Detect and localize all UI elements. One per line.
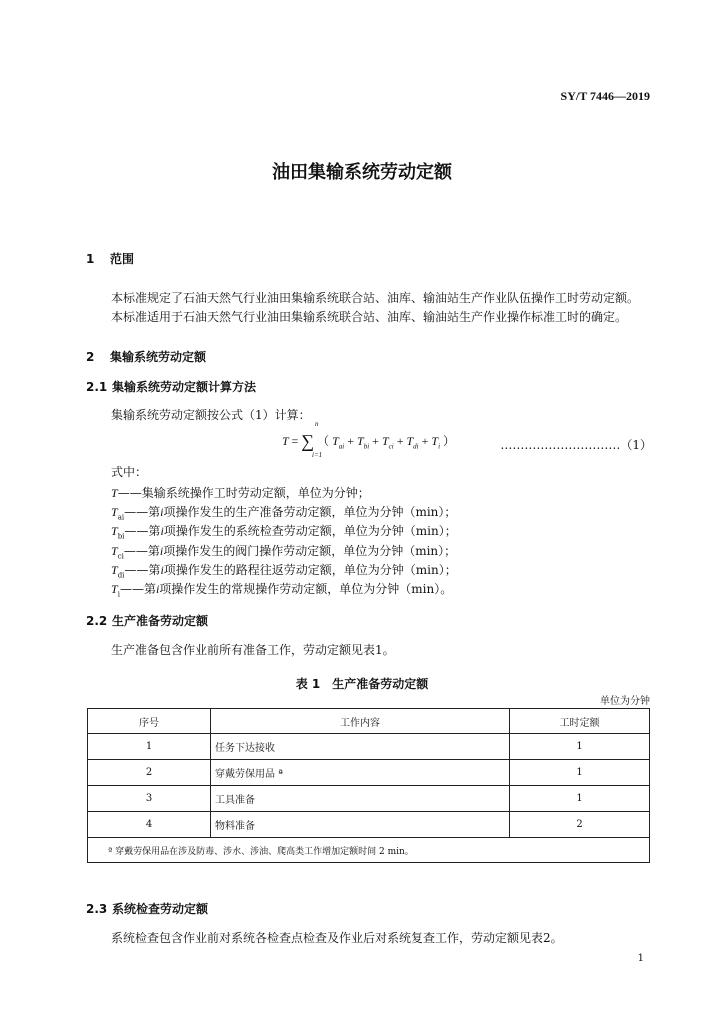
table-row — [88, 786, 650, 812]
term-tb: $T_{bi}$ — [357, 434, 370, 451]
table-row — [88, 812, 650, 838]
cell-quota: 1 — [510, 734, 650, 760]
cell-content: 任务下达接收 — [211, 734, 510, 760]
cell-quota: 1 — [510, 760, 650, 786]
section-2-2-paragraph: 生产准备包含作业前所有准备工作，劳动定额见表1。 — [111, 643, 395, 657]
where-label: 式中： — [111, 465, 148, 479]
cell-content: 工具准备 — [211, 786, 510, 812]
table-row — [88, 734, 650, 760]
formula-plus: + — [396, 434, 404, 448]
table-1-title: 表 1 生产准备劳动定额 — [295, 677, 429, 691]
section-2-heading — [86, 348, 206, 365]
cell-serial: 2 — [88, 760, 211, 786]
sum-upper-limit: n — [315, 420, 319, 428]
term-ti: $T_i$ — [431, 434, 441, 451]
section-number: 2.2 — [86, 614, 108, 628]
section-number: 1 — [86, 252, 95, 266]
term-td: $T_{di}$ — [406, 434, 419, 451]
sum-lower-limit: i=1 — [312, 451, 323, 459]
term-ta: $T_{ai}$ — [332, 434, 345, 451]
table-header-row — [88, 709, 650, 734]
term-tc: $T_{ci}$ — [381, 434, 394, 451]
production-preparation-table — [87, 708, 650, 863]
formula-lhs: T — [282, 434, 289, 448]
cell-quota: 1 — [510, 786, 650, 812]
cell-serial: 1 — [88, 734, 211, 760]
section-number: 2 — [86, 350, 95, 364]
cell-content: 物料准备 — [211, 812, 510, 838]
table-row — [88, 760, 650, 786]
definition-ti: $T_i——$第i项操作发生的常规操作劳动定额，单位为分钟（min）。 — [111, 582, 453, 599]
formula-open-paren: （ — [317, 434, 330, 448]
formula — [282, 420, 456, 459]
cell-quota: 2 — [510, 812, 650, 838]
formula-plus: + — [347, 434, 355, 448]
section-number: 2.3 — [86, 902, 108, 916]
section-title: 范围 — [110, 252, 135, 266]
section-title: 集输系统劳动定额 — [110, 350, 207, 364]
equation-reference: …………………………（1） — [500, 438, 652, 452]
formula-close-paren: ） — [443, 434, 456, 448]
section-2-1-heading — [86, 378, 256, 395]
definition-tai: $T_{ai}——$第i项操作发生的生产准备劳动定额，单位为分钟（min）； — [111, 505, 457, 522]
table-footnote-row — [88, 838, 650, 863]
table-footnote: ª 穿戴劳保用品在涉及防毒、涉水、涉油、爬高类工作增加定额时间 2 min。 — [88, 838, 650, 863]
cell-content: 穿戴劳保用品 ª — [211, 760, 510, 786]
standard-code: SY/T 7446—2019 — [560, 89, 650, 103]
section-number: 2.1 — [86, 380, 108, 394]
section-title: 集输系统劳动定额计算方法 — [112, 380, 257, 394]
document-title: 油田集输系统劳动定额 — [272, 162, 452, 183]
formula-equals: = — [291, 434, 299, 448]
page-number: 1 — [637, 953, 644, 964]
section-1-paragraph-2: 本标准适用于石油天然气行业油田集输系统联合站、油库、输油站生产作业操作标准工时的确定。 — [111, 310, 628, 324]
header-work-content: 工作内容 — [211, 709, 510, 734]
table-1-unit: 单位为分钟 — [600, 696, 650, 707]
section-2-2-heading — [86, 612, 208, 629]
header-serial-number: 序号 — [88, 709, 211, 734]
section-1-paragraph-1: 本标准规定了石油天然气行业油田集输系统联合站、油库、输油站生产作业队伍操作工时劳动定额。 — [111, 291, 640, 305]
section-1-heading — [86, 250, 134, 267]
section-title: 系统检查劳动定额 — [112, 902, 209, 916]
sigma-symbol: ∑ — [301, 431, 315, 451]
definition-tbi: $T_{bi}——$第i项操作发生的系统检查劳动定额，单位为分钟（min）； — [111, 524, 457, 541]
cell-serial: 3 — [88, 786, 211, 812]
section-2-3-paragraph: 系统检查包含作业前对系统各检查点检查及作业后对系统复查工作，劳动定额见表2。 — [111, 931, 563, 945]
cell-serial: 4 — [88, 812, 211, 838]
definition-tdi: $T_{di}——$第i项操作发生的路程往返劳动定额，单位为分钟（min）； — [111, 563, 457, 580]
formula-intro: 集输系统劳动定额按公式（1）计算： — [111, 408, 311, 422]
header-time-quota: 工时定额 — [510, 709, 650, 734]
formula-plus: + — [421, 434, 429, 448]
section-title: 生产准备劳动定额 — [112, 614, 209, 628]
formula-plus: + — [372, 434, 379, 448]
definition-t: T——集输系统操作工时劳动定额，单位为分钟； — [111, 486, 370, 500]
definition-tci: $T_{ci}——$第i项操作发生的阀门操作劳动定额，单位为分钟（min）； — [111, 544, 457, 561]
section-2-3-heading — [86, 900, 208, 917]
